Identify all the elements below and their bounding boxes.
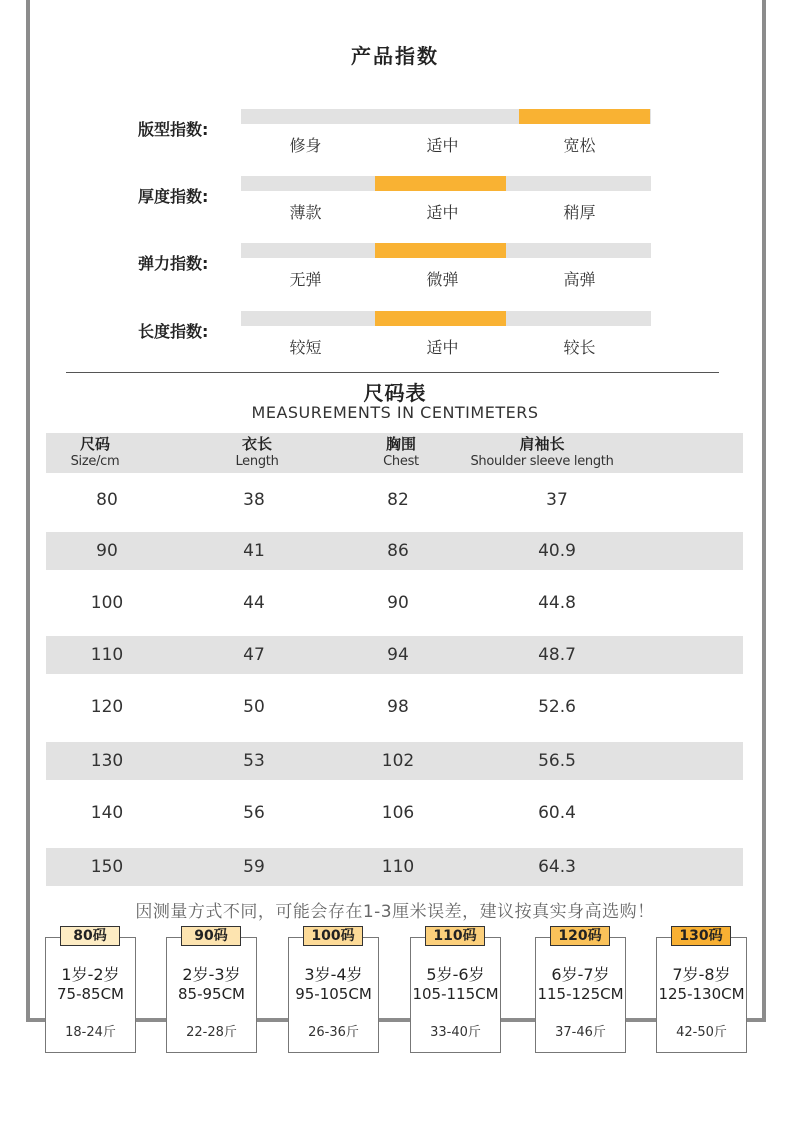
size-age: 1岁-2岁 — [61, 965, 120, 984]
index-option: 薄款 — [289, 203, 322, 222]
size-tag: 80码 — [60, 926, 120, 946]
size-tag: 120码 — [550, 926, 610, 946]
table-cell: 110 — [90, 645, 124, 665]
table-cell: 56 — [243, 803, 265, 823]
table-cell: 86 — [387, 541, 409, 561]
size-guide-card — [45, 928, 136, 1053]
table-cell: 140 — [90, 803, 124, 823]
table-cell: 90 — [96, 541, 118, 561]
index-option: 较长 — [563, 338, 596, 357]
table-cell: 53 — [243, 751, 265, 771]
table-cell: 64.3 — [538, 857, 576, 877]
size-age: 7岁-8岁 — [672, 965, 731, 984]
frame-bottom-border — [26, 1018, 766, 1022]
index-option: 适中 — [426, 136, 459, 155]
table-cell: 60.4 — [538, 803, 576, 823]
header-size — [52, 436, 138, 470]
table-row — [46, 688, 743, 726]
table-cell: 56.5 — [538, 751, 576, 771]
header-chest — [346, 436, 456, 470]
header-chest-cn: 胸围 — [385, 435, 416, 453]
table-cell: 41 — [243, 541, 265, 561]
size-guide-card — [535, 928, 626, 1053]
index-selected-segment — [519, 109, 650, 124]
header-size-cn: 尺码 — [79, 435, 110, 453]
header-sleeve-en: Shoulder sleeve length — [470, 454, 614, 469]
table-cell: 52.6 — [538, 697, 576, 717]
header-chest-en: Chest — [383, 454, 419, 469]
table-cell: 80 — [96, 490, 118, 510]
size-weight: 18-24斤 — [65, 1025, 116, 1040]
size-age: 2岁-3岁 — [182, 965, 241, 984]
index-option: 适中 — [426, 203, 459, 222]
index-selected-segment — [375, 311, 506, 326]
index-selected-segment — [375, 176, 506, 191]
index-row — [0, 311, 790, 361]
table-row — [46, 532, 743, 570]
index-row — [0, 109, 790, 159]
size-table-header — [46, 433, 743, 473]
table-row — [46, 481, 743, 519]
size-weight: 26-36斤 — [308, 1025, 359, 1040]
measurement-note: 因测量方式不同，可能会存在1-3厘米误差，建议按真实身高选购！ — [135, 902, 655, 922]
table-cell: 90 — [387, 593, 409, 613]
index-option: 微弹 — [426, 270, 459, 289]
table-cell: 102 — [381, 751, 415, 771]
table-cell: 82 — [387, 490, 409, 510]
size-height: 75-85CM — [56, 985, 124, 1003]
index-label: 长度指数: — [138, 322, 209, 341]
table-cell: 120 — [90, 697, 124, 717]
index-option: 无弹 — [289, 270, 322, 289]
table-cell: 110 — [381, 857, 415, 877]
size-tag: 90码 — [181, 926, 241, 946]
index-option: 稍厚 — [563, 203, 596, 222]
size-tag: 130码 — [671, 926, 731, 946]
size-tag: 100码 — [303, 926, 363, 946]
table-cell: 94 — [387, 645, 409, 665]
index-option: 高弹 — [563, 270, 596, 289]
table-cell: 130 — [90, 751, 124, 771]
size-guide-card — [166, 928, 257, 1053]
size-table-subtitle: MEASUREMENTS IN CENTIMETERS — [251, 403, 539, 422]
size-age: 6岁-7岁 — [551, 965, 610, 984]
index-row — [0, 176, 790, 226]
size-tag: 110码 — [425, 926, 485, 946]
size-age: 3岁-4岁 — [304, 965, 363, 984]
index-scale-bar — [241, 176, 651, 191]
table-row — [46, 742, 743, 780]
table-cell: 38 — [243, 490, 265, 510]
size-age: 5岁-6岁 — [426, 965, 485, 984]
size-height: 95-105CM — [295, 985, 372, 1003]
table-cell: 44.8 — [538, 593, 576, 613]
table-cell: 44 — [243, 593, 265, 613]
table-row — [46, 636, 743, 674]
index-option: 修身 — [289, 136, 322, 155]
table-row — [46, 848, 743, 886]
size-height: 105-115CM — [412, 985, 499, 1003]
header-sleeve-cn: 肩袖长 — [519, 435, 565, 453]
size-guide-card — [288, 928, 379, 1053]
index-label: 版型指数: — [138, 120, 209, 139]
section-divider — [66, 372, 719, 373]
table-row — [46, 584, 743, 622]
table-cell: 106 — [381, 803, 415, 823]
size-height: 85-95CM — [177, 985, 245, 1003]
header-length-cn: 衣长 — [241, 435, 272, 453]
index-scale-bar — [241, 243, 651, 258]
index-label: 厚度指数: — [138, 187, 209, 206]
index-option: 宽松 — [563, 136, 596, 155]
size-guide-card — [410, 928, 501, 1053]
index-section-title: 产品指数 — [351, 44, 439, 68]
index-label: 弹力指数: — [138, 254, 209, 273]
size-height: 115-125CM — [537, 985, 624, 1003]
size-table-title: 尺码表 — [363, 381, 427, 405]
table-cell: 48.7 — [538, 645, 576, 665]
index-selected-segment — [375, 243, 506, 258]
header-length-en: Length — [235, 454, 279, 469]
table-cell: 37 — [546, 490, 568, 510]
table-cell: 40.9 — [538, 541, 576, 561]
size-height: 125-130CM — [658, 985, 745, 1003]
table-cell: 100 — [90, 593, 124, 613]
index-scale-bar — [241, 109, 651, 124]
size-weight: 37-46斤 — [555, 1025, 606, 1040]
table-cell: 47 — [243, 645, 265, 665]
size-weight: 22-28斤 — [186, 1025, 237, 1040]
size-guide-card — [656, 928, 747, 1053]
header-length — [202, 436, 312, 470]
index-row — [0, 243, 790, 293]
header-size-en: Size/cm — [70, 454, 120, 469]
size-weight: 42-50斤 — [676, 1025, 727, 1040]
index-option: 适中 — [426, 338, 459, 357]
index-scale-bar — [241, 311, 651, 326]
size-weight: 33-40斤 — [430, 1025, 481, 1040]
table-cell: 98 — [387, 697, 409, 717]
table-cell: 150 — [90, 857, 124, 877]
index-option: 较短 — [289, 338, 322, 357]
table-cell: 59 — [243, 857, 265, 877]
header-sleeve — [452, 436, 632, 470]
table-cell: 50 — [243, 697, 265, 717]
table-row — [46, 794, 743, 832]
